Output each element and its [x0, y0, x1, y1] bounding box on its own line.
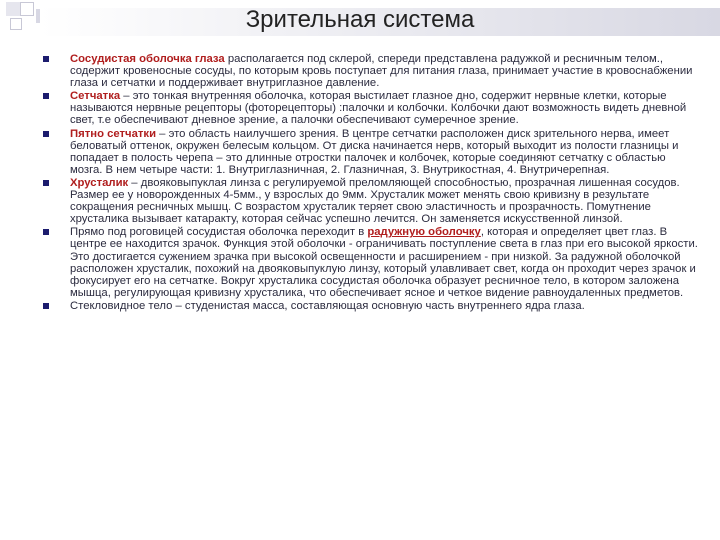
term-label: Пятно сетчатки — [70, 127, 157, 140]
list-item — [40, 226, 700, 299]
bullet-list — [40, 53, 700, 312]
term-label: радужную оболочку — [367, 226, 481, 239]
bullet-icon — [43, 131, 49, 137]
bullet-icon — [43, 56, 49, 62]
list-item — [40, 53, 700, 89]
bullet-icon — [43, 180, 49, 186]
item-text: – это область наилучшего зрения. В центре сетчатки расположен диск зрительного нерва, имеет беловатый оттенок, окружен белесым кольцом. От диска начинается нерв, который выходит из полости глазницы и попадает в полость черепа – это длинные отростки палочек и колбочек, которые соединяют сетчатку с областью мозга. В нем четыре части: 1. Внутриглазничная, 2. Глазничная, 3. Внутрикостная, 4. Внутричерепная. — [70, 127, 679, 176]
list-item — [40, 300, 700, 312]
bullet-icon — [43, 229, 49, 235]
list-item — [40, 128, 700, 176]
term-label: Хрусталик — [70, 176, 129, 189]
list-item — [40, 90, 700, 126]
item-text: располагается под склерой, спереди представлена радужкой и ресничным телом., содержит кровеносные сосуды, по которым кровь поступает для питания глаза, принимает участие в кровоснабжении глаза и сетчатки и поддерживает внутриглазное давление. — [70, 53, 693, 90]
term-label: Сетчатка — [70, 90, 121, 103]
list-item — [40, 177, 700, 225]
item-text: Стекловидное тело – студенистая масса, составляющая основную часть внутреннего ядра глаза. — [70, 299, 585, 312]
item-text: , которая и определяет цвет глаз. В центре ее находится зрачок. Функция этой оболочки - ограничивать поступление света в глаз при его высокой яркости. Это достигается сужением зрачка при высокой освещенности и расширением - при низкой. За радужной оболочкой расположен хрусталик, похожий на двояковыпуклую линзу, который улавливает свет, когда он проходит через зрачок и фокусирует его на сетчатке. Вокруг хрусталика сосудистая оболочка образует ресничное тело, в котором заложена мышца, регулирующая кривизну хрусталика, что обеспечивает ясное и четкое видение равноудаленных предметов. — [70, 226, 698, 299]
bullet-icon — [43, 93, 49, 99]
item-text: – двояковыпуклая линза с регулируемой преломляющей способностью, прозрачная лишенная сосудов. Размер ее у новорожденных 4-5мм., у взрослых до 9мм. Хрусталик может менять свою кривизну в результате сокращения ресничных мышц. С возрастом хрусталик теряет свою эластичность и прозрачность. Помутнение хрусталика вызывает катаракту, которая сейчас успешно лечится. Он заменяется искусственной линзой. — [70, 176, 680, 226]
item-text: Прямо под роговицей сосудистая оболочка переходит в — [70, 226, 368, 239]
bullet-icon — [43, 303, 49, 309]
item-text: – это тонкая внутренняя оболочка, которая выстилает глазное дно, содержит нервные клетки, которые называются нервные рецепторы (фоторецепторы) :палочки и колбочки. Колбочки дают возможность видеть дневной свет, т.е обеспечивают дневное зрение, а палочки обеспечивают сумеречное зрение. — [70, 90, 687, 127]
term-label: Сосудистая оболочка глаза — [70, 53, 225, 65]
slide-title: Зрительная система — [245, 6, 475, 33]
